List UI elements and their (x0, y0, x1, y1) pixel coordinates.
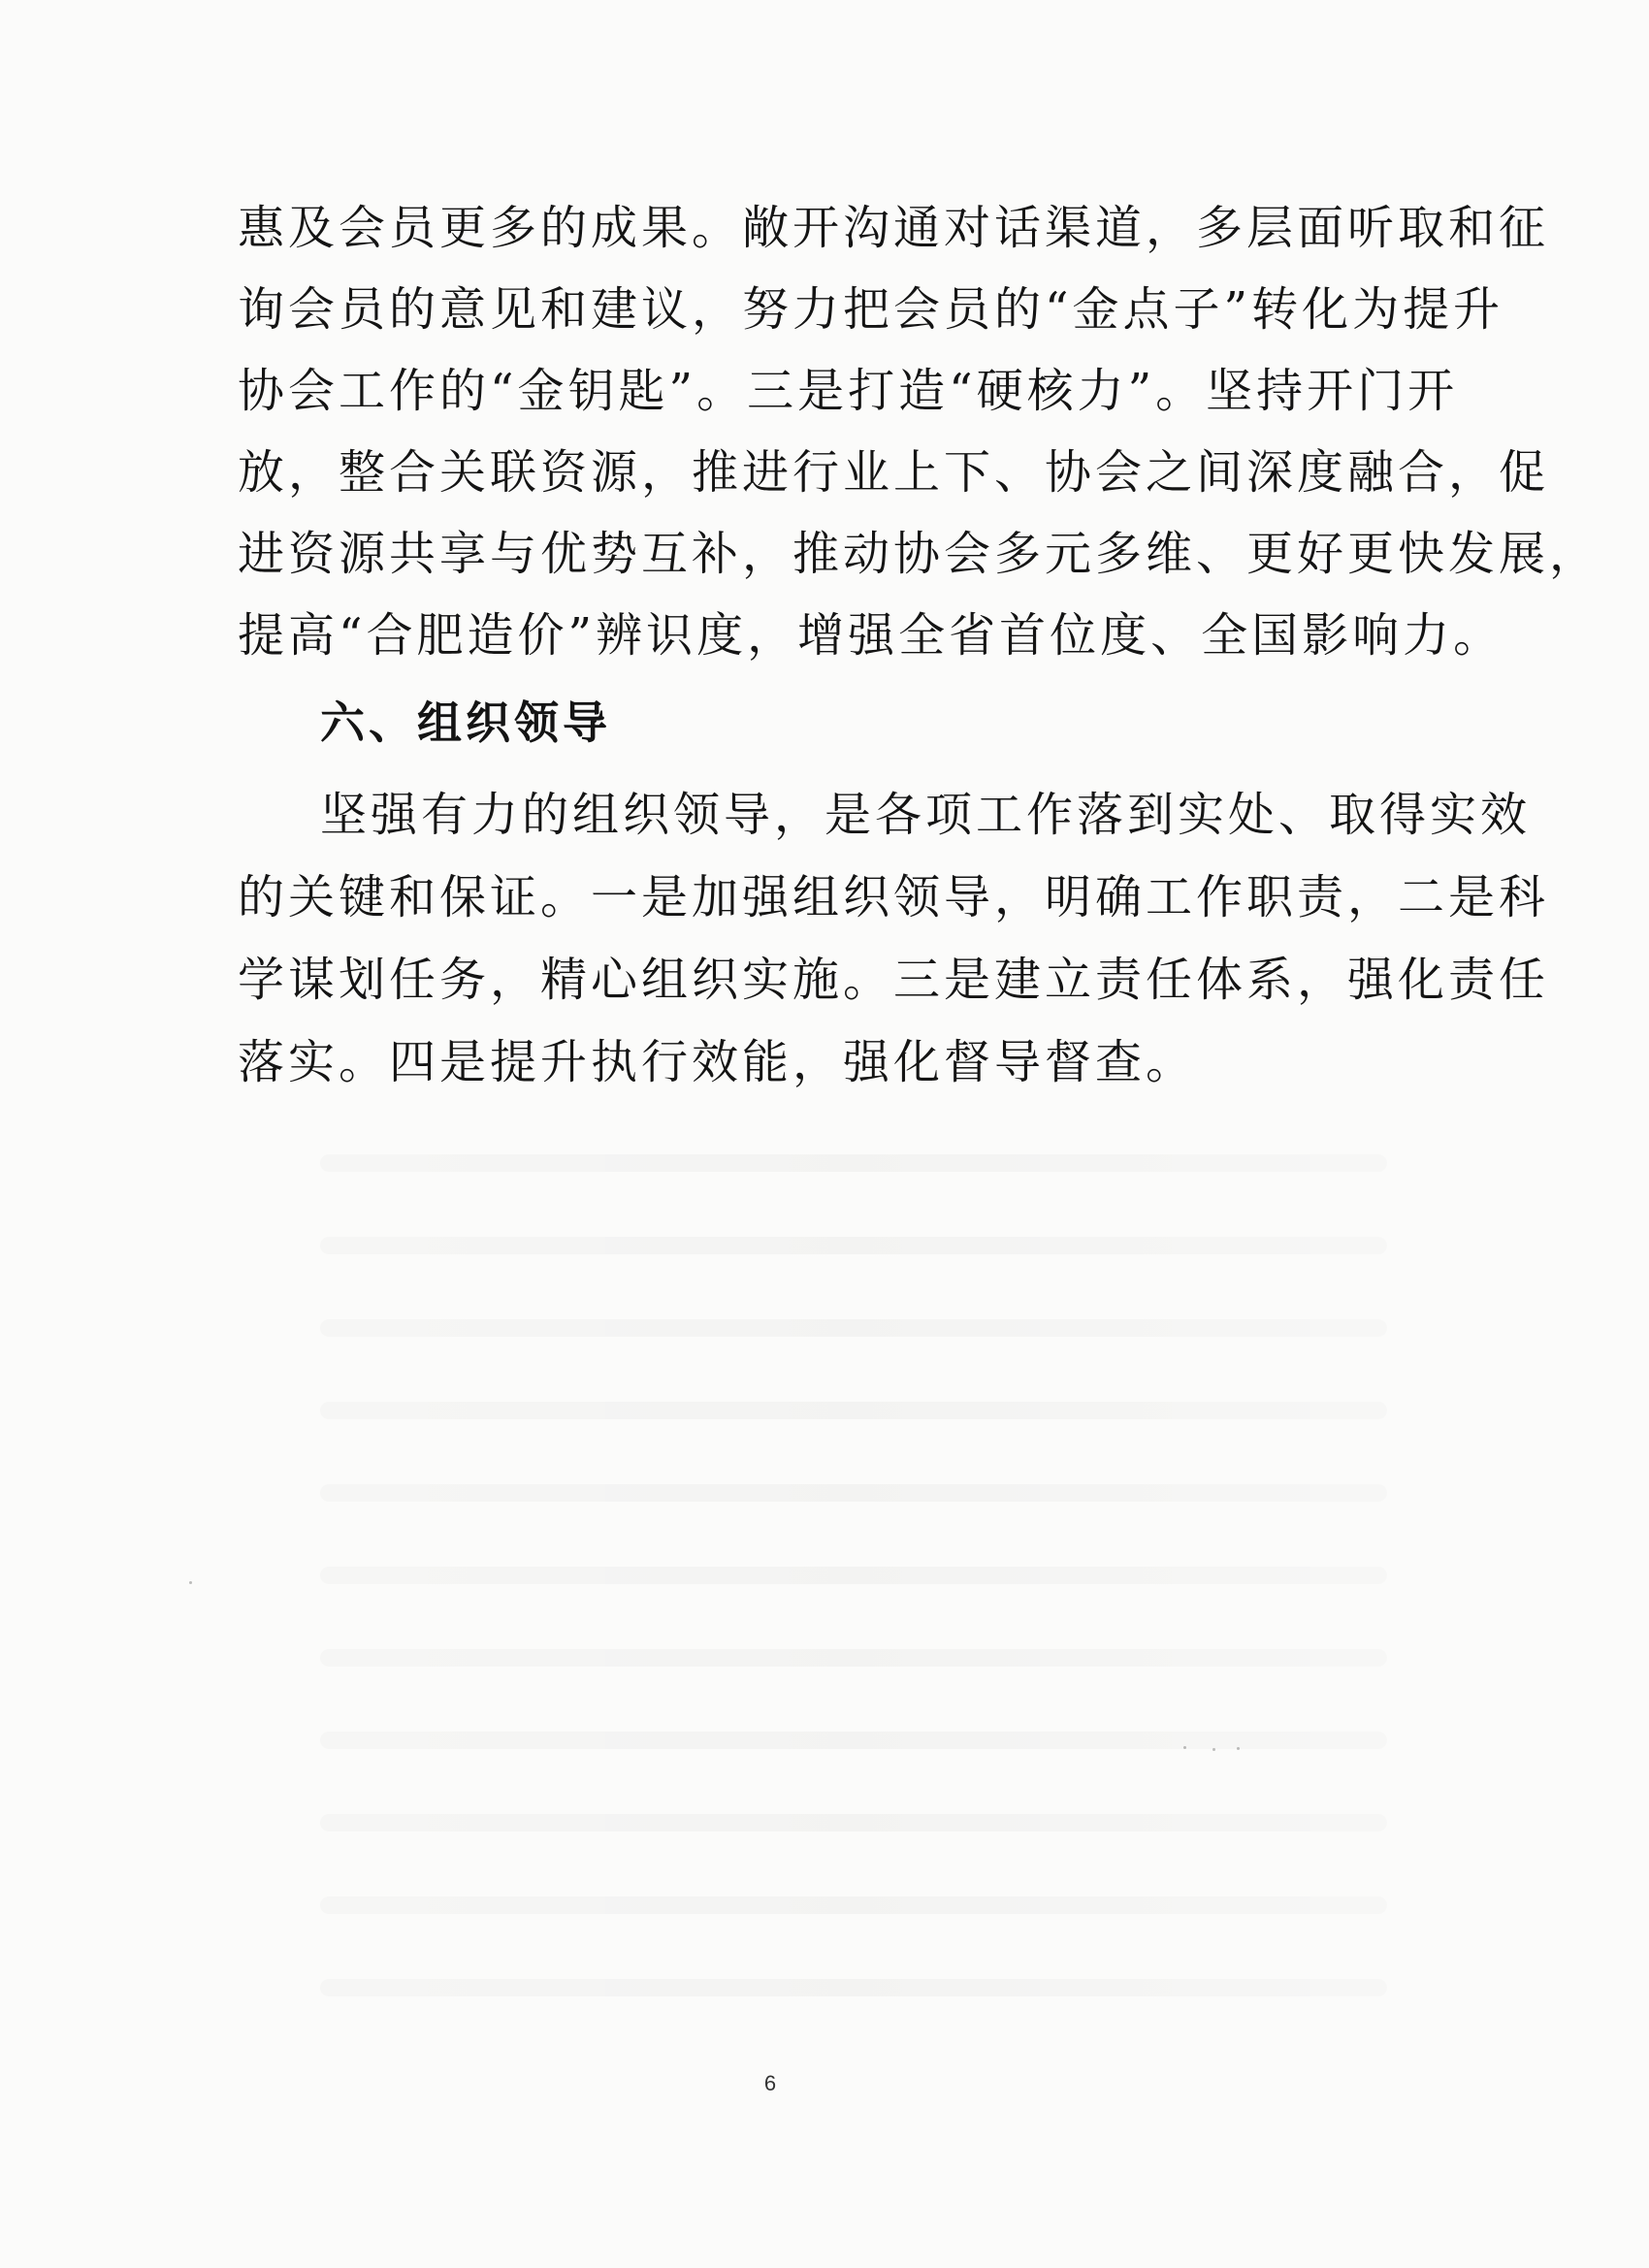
body-text-line: 进资源共享与优势互补，推动协会多元多维、更好更快发展， (238, 527, 1600, 581)
scan-speck (189, 1581, 192, 1584)
body-text-line: 惠及会员更多的成果。敞开沟通对话渠道，多层面听取和征 (238, 201, 1550, 255)
bleed-through-mark (320, 1237, 1387, 1254)
scan-speck (1237, 1747, 1240, 1750)
scan-speck (1183, 1746, 1186, 1749)
body-text-line: 提高“合肥造价”辨识度，增强全省首位度、全国影响力。 (238, 608, 1504, 663)
bleed-through-mark (320, 1319, 1387, 1337)
section-text-line: 坚强有力的组织领导，是各项工作落到实处、取得实效 (320, 788, 1532, 842)
body-text-line: 协会工作的“金钥匙”。三是打造“硬核力”。坚持开门开 (238, 364, 1459, 418)
section-text-line: 学谋划任务，精心组织实施。三是建立责任体系，强化责任 (238, 953, 1550, 1007)
bleed-through-mark (320, 1814, 1387, 1831)
scan-speck (1212, 1748, 1215, 1751)
bleed-through-mark (320, 1979, 1387, 1996)
bleed-through-mark (320, 1402, 1387, 1419)
bleed-through-mark (320, 1484, 1387, 1502)
bleed-through-mark (320, 1154, 1387, 1172)
page-number: 6 (763, 2071, 777, 2095)
body-text-line: 询会员的意见和建议，努力把会员的“金点子”转化为提升 (238, 282, 1504, 337)
section-heading: 六、组织领导 (320, 697, 611, 749)
section-text-line: 落实。四是提升执行效能，强化督导督查。 (238, 1035, 1197, 1089)
section-text-line: 的关键和保证。一是加强组织领导，明确工作职责，二是科 (238, 870, 1550, 924)
body-text-line: 放，整合关联资源，推进行业上下、协会之间深度融合，促 (238, 445, 1550, 500)
bleed-through-mark (320, 1567, 1387, 1584)
bleed-through-mark (320, 1732, 1387, 1749)
bleed-through-mark (320, 1896, 1387, 1914)
bleed-through-mark (320, 1649, 1387, 1667)
